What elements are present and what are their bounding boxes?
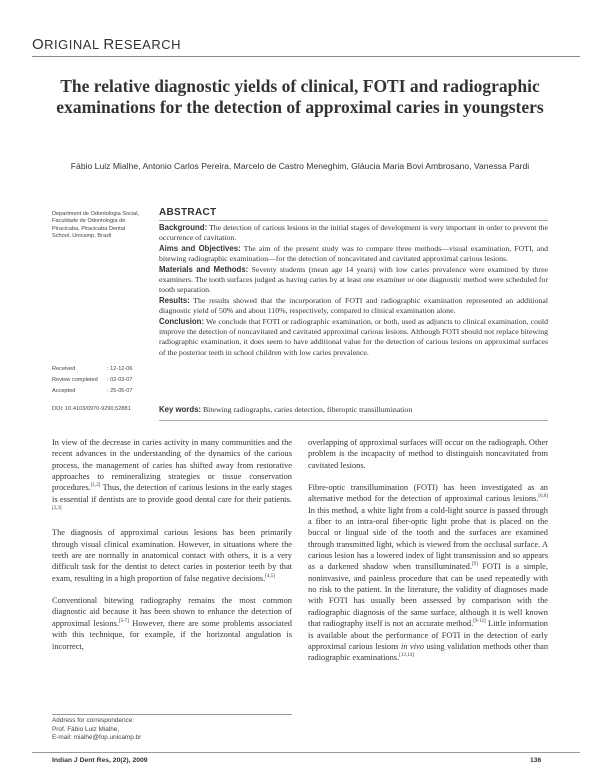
body-paragraph: [52, 595, 292, 652]
footer-rule: [32, 752, 580, 753]
abstract-rule: [159, 220, 548, 221]
abstract-aims: [159, 244, 548, 265]
correspondence-rule: [52, 714, 292, 715]
body-column-right: [308, 437, 548, 675]
abstract-label: Aims and Objectives:: [159, 243, 241, 253]
body-text: Little information is available about the performance of FOTI in the detection of early approximal carious lesions: [308, 619, 548, 651]
citation-ref[interactable]: [9]: [471, 562, 478, 568]
body-text: In view of the decrease in caries activity in many communities and the recent advances in the understanding of the dynamics of the carious process, the management of caries has shifted away from restorative approaches to remineralizing strategies or tissue conservation procedures.: [52, 438, 292, 493]
body-text: Conventional bitewing radiography remains the most common diagnostic aid because it has been shown to enhance the detection of approximal lesions.: [52, 596, 292, 628]
abstract-methods: [159, 265, 548, 296]
abstract-text: Seventy students (mean age 14 years) with low caries prevalence were examined by three examiners. The tooth surfaces judged as having caries by at least one examiner or one diagnostic method were scheduled for tooth separation.: [159, 264, 548, 295]
abstract-text: We conclude that FOTI or radiographic examination, or both, used as adjuncts to clinical examination, could improve the detection of noncavitated and cavitated approximal carious lesions. Although FOTI should not replace bitewing radiographic examination, it does seem to have additional value for the detection of carious lesions on approximal surfaces of the posterior teeth in school children with low caries prevalence.: [159, 316, 548, 357]
body-text: using validation methods other than radiographic examinations.: [308, 641, 549, 663]
abstract-body: [159, 223, 548, 358]
section-label: [32, 36, 181, 53]
body-text: However, there are some problems associated with this technique, for example, if the horizontal angulation is incorrect,: [52, 618, 292, 651]
citation-ref[interactable]: [9-12]: [473, 619, 486, 625]
date-accepted: [52, 386, 162, 397]
page-number: 136: [530, 757, 542, 764]
article-title: The relative diagnostic yields of clinical, FOTI and radiographic examinations for the detection of approximal caries in youngsters: [56, 76, 544, 117]
citation-ref[interactable]: [13,14]: [399, 653, 414, 659]
keywords-label: Key words:: [159, 405, 202, 414]
section-label-letter-2: R: [103, 36, 115, 53]
abstract-text: The results showed that the incorporation of FOTI and radiographic examination represented an additional diagnostic yield of 50% and about 110%, respectively, compared to clinical examination alone.: [159, 295, 548, 316]
body-paragraph: [52, 527, 292, 584]
abstract-text: The detection of carious lesions in the initial stages of development is very important in order to prevent the occurrence of cavitation.: [159, 223, 548, 243]
body-text: overlapping of approximal surfaces will occur on the radiograph. Other problem is the incapacity of method to distinguish noncavitated from cavitated lesions.: [308, 438, 548, 470]
body-text-italic: in vivo: [401, 641, 424, 651]
date-review-completed: [52, 375, 162, 386]
body-text: The diagnosis of approximal carious lesions has been primarily through visual clinical examination. However, in situations where the teeth are are normally in anatomical contact with others, it is a very difficult task for the dentist to detect caries in posterior teeth by that exam, resulting in a high proportion of false negative decisions.: [52, 528, 292, 583]
abstract-results: [159, 296, 548, 317]
abstract-heading: ABSTRACT: [159, 207, 217, 218]
correspondence-heading: Address for correspondence:: [52, 717, 135, 724]
header-rule: [32, 56, 580, 57]
date-value: : 12-12-06: [107, 366, 133, 372]
journal-citation: Indian J Dent Res, 20(2), 2009: [52, 757, 148, 764]
doi-link[interactable]: DOI: 10.4103/0970-9290.52881: [52, 406, 131, 412]
body-text: In this method, a white light from a cold-light source is passed through a fiber to an intra-oral fiber-optic light probe that is placed on the buccal or lingual side of the tooth and the surfaces are examined through transmitted light, which is viewed from the occlusal surface. A carious lesion has a lowered index of light transmission and so appears as a darkened shadow when transilluminated.: [308, 505, 548, 572]
body-paragraph: [308, 482, 548, 664]
section-label-word-1: RIGINAL: [44, 37, 100, 52]
abstract-conclusion: [159, 317, 548, 359]
keywords-text: Bitewing radiographs, caries detection, fiberoptic transillumination: [201, 405, 413, 414]
citation-ref[interactable]: [2,3]: [52, 506, 62, 512]
correspondence-email[interactable]: E-mail: mialhe@fop.unicamp.br: [52, 734, 142, 742]
body-column-left: [52, 437, 292, 663]
abstract-label: Results:: [159, 295, 190, 305]
body-text: Fibre-optic transillumination (FOTI) has been investigated as an alternative method for the detection of approximal carious lesions.: [308, 483, 548, 504]
date-value: : 02-03-07: [107, 377, 133, 384]
abstract-label: Conclusion:: [159, 316, 205, 326]
keywords-rule: [159, 420, 548, 421]
keywords: [159, 405, 548, 415]
section-label-word-2: ESEARCH: [114, 37, 182, 52]
affiliation: Department de Odontologia Social, Faculdade de Odontologia de Piracicaba, Piracicaba Dental School, Unicamp, Brazil: [52, 211, 140, 240]
date-label: Review completed: [52, 377, 98, 384]
citation-ref[interactable]: [1,2]: [90, 483, 101, 489]
correspondence-name: Prof. Fábio Luiz Mialhe,: [52, 725, 120, 733]
date-label: Accepted: [52, 388, 76, 395]
abstract-text: The aim of the present study was to compare three methods—visual examination, FOTI, and bitewing radiographic examination—for the detection of noncavitated and cavitated approximal carious lesions.: [159, 243, 548, 264]
citation-ref[interactable]: [5-7]: [118, 619, 129, 625]
date-value: : 25-05-07: [107, 388, 133, 395]
body-paragraph: [52, 437, 292, 516]
date-label: Received: [52, 366, 76, 372]
body-paragraph: [308, 437, 548, 471]
correspondence-block: [52, 717, 292, 743]
abstract-label: Materials and Methods:: [159, 264, 249, 274]
citation-ref[interactable]: [6,8]: [538, 494, 548, 500]
abstract-background: [159, 223, 548, 244]
date-received: [52, 364, 162, 375]
article-dates: [52, 364, 162, 398]
citation-ref[interactable]: [4,5]: [265, 573, 275, 579]
body-text: FOTI is a simple, noninvasive, and painless procedure that can be used repeatedly with no risk to the patient. In the literature, the validity of diagnoses made with FOTI has usually been assessed by comparison with the radiographic diagnosis of the same surface, although it is well known that radiography itself is not an accurate method.: [308, 562, 548, 629]
abstract-label: Background:: [159, 223, 208, 232]
author-list: Fábio Luiz Mialhe, Antonio Carlos Pereira, Marcelo de Castro Meneghim, Gláucia Maria Bovi Ambrosano, Vanessa Pardi: [70, 161, 530, 171]
body-text: Thus, the detection of carious lesions in the early stages is essential if dentists are to provide good dental care for their patients.: [52, 483, 292, 504]
section-label-letter-1: O: [32, 36, 45, 53]
